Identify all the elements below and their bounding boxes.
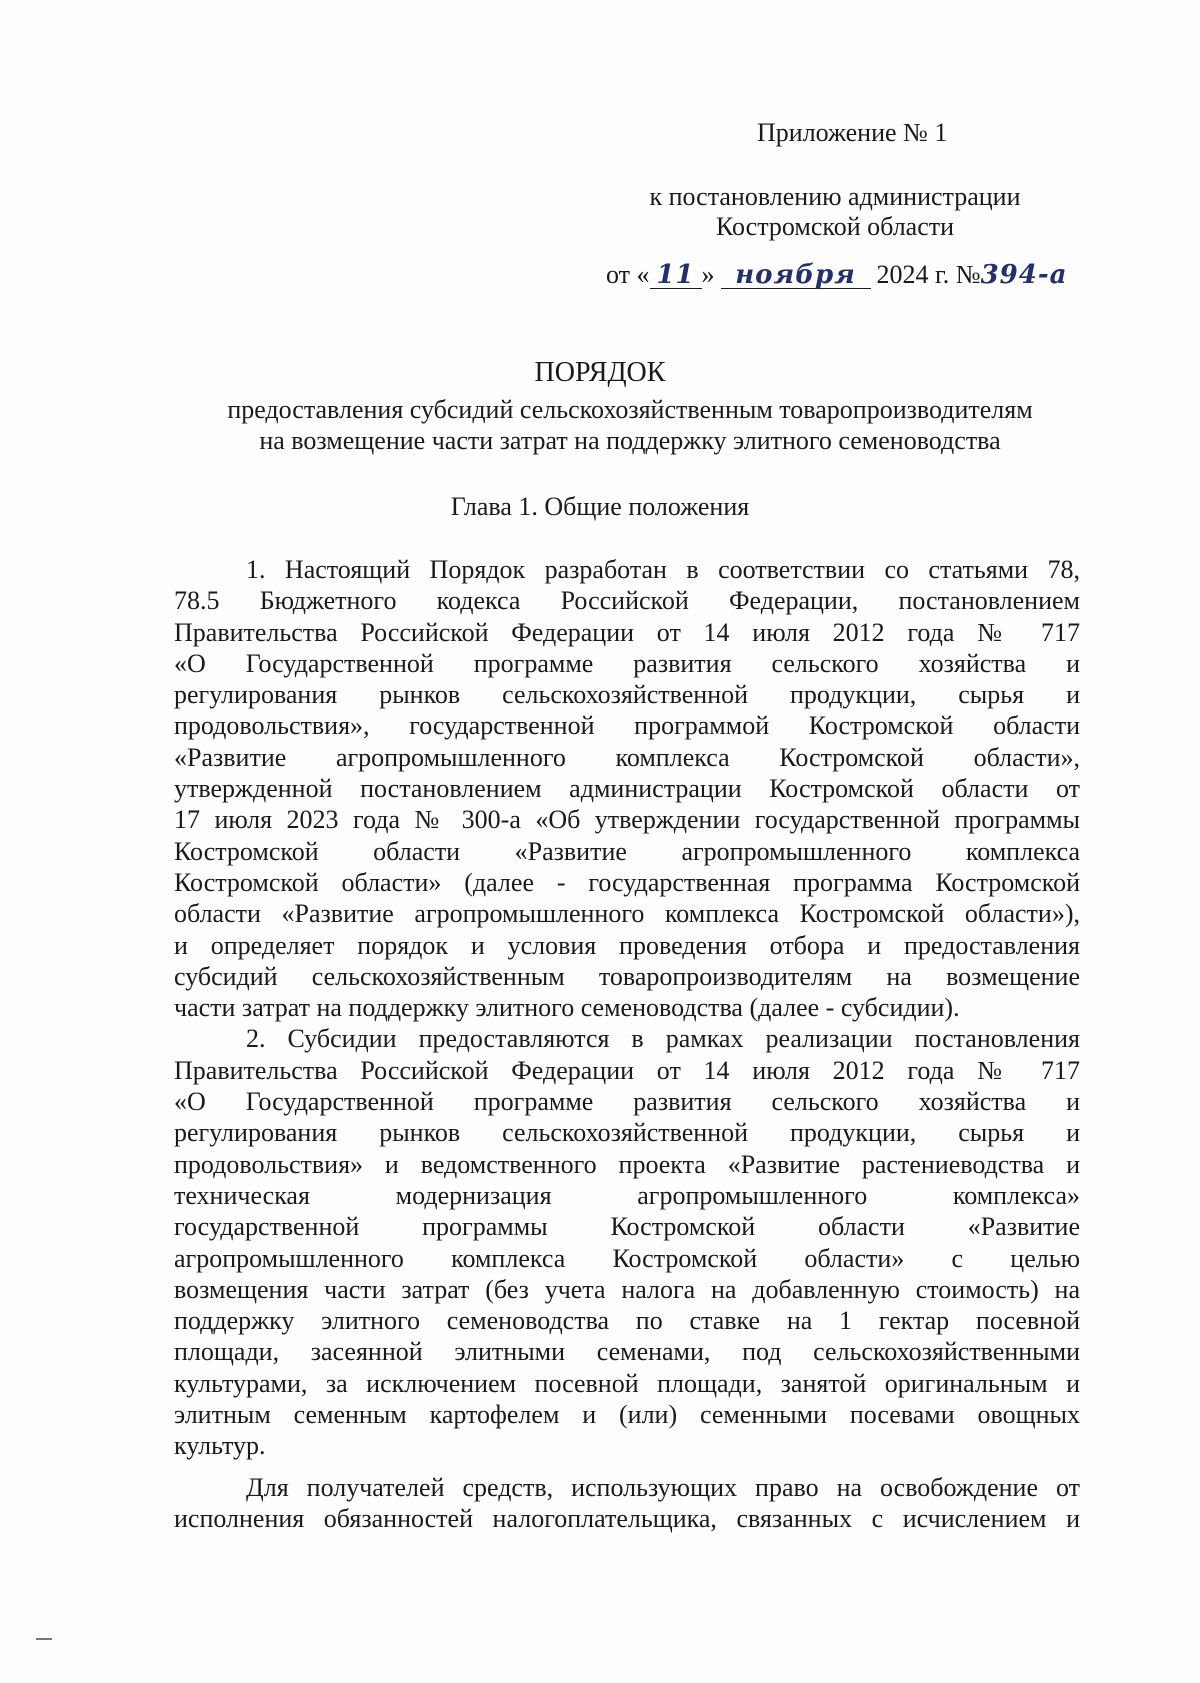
text-line: «Развитие агропромышленного комплекса Костромской области», <box>174 742 1080 772</box>
handwritten-day: 11 <box>650 262 702 289</box>
text-line: Костромской области» (далее - государственная программа Костромской <box>174 867 1080 897</box>
text-line: продовольствия» и ведомственного проекта «Развитие растениеводства и <box>174 1149 1080 1179</box>
text-line: техническая модернизация агропромышленного комплекса» <box>174 1180 1080 1210</box>
text-line: и определяет порядок и условия проведения отбора и предоставления <box>174 930 1080 960</box>
text-line: утвержденной постановлением администрации Костромской области от <box>174 774 1080 804</box>
date-prefix: от « <box>606 260 650 289</box>
text-line: регулирования рынков сельскохозяйственной продукции, сырья и <box>174 680 1080 710</box>
paragraph-1 <box>174 554 1080 1023</box>
paragraph-2 <box>174 1023 1080 1461</box>
decree-reference-line: Костромской области <box>715 212 955 241</box>
text-line: 78.5 Бюджетного кодекса Российской Федерации, постановлением <box>174 586 1080 616</box>
text-line: 2. Субсидии предоставляются в рамках реализации постановления <box>246 1024 1080 1054</box>
decree-reference <box>600 182 1070 242</box>
paragraph-gap <box>174 1462 1080 1472</box>
text-line: регулирования рынков сельскохозяйственной продукции, сырья и <box>174 1118 1080 1148</box>
document-subtitle <box>170 394 1090 456</box>
text-line: элитным семенным картофелем и (или) семенными посевами овощных <box>174 1400 1080 1430</box>
text-line: поддержку элитного семеноводства по ставке на 1 гектар посевной <box>174 1306 1080 1336</box>
handwritten-decree-number: 394-а <box>980 260 1068 290</box>
chapter-heading: Глава 1. Общие положения <box>450 492 750 521</box>
subtitle-line: предоставления субсидий сельскохозяйственным товаропроизводителям <box>227 395 1033 424</box>
subtitle-line: на возмещение части затрат на поддержку элитного семеноводства <box>259 426 1001 455</box>
text-line: области «Развитие агропромышленного комплекса Костромской области»), <box>174 899 1080 929</box>
text-line: Для получателей средств, использующих право на освобождение от <box>246 1472 1080 1502</box>
text-line: исполнения обязанностей налогоплательщика, связанных с исчислением и <box>174 1503 1080 1533</box>
text-line: продовольствия», государственной программой Костромской области <box>174 711 1080 741</box>
date-year-number-label: 2024 г. № <box>876 260 981 289</box>
text-line: возмещения части затрат (без учета налога на добавленную стоимость) на <box>174 1274 1080 1304</box>
text-line: Правительства Российской Федерации от 14 июля 2012 года № 717 <box>174 617 1080 647</box>
text-line: «О Государственной программе развития сельского хозяйства и <box>174 648 1080 678</box>
scan-margin-mark <box>36 1638 52 1640</box>
document-title: ПОРЯДОК <box>534 357 666 388</box>
text-line: государственной программы Костромской области «Развитие <box>174 1212 1080 1242</box>
date-close-quote: » <box>701 260 715 289</box>
text-line: культур. <box>174 1431 266 1461</box>
decree-date-line <box>606 258 1091 292</box>
paragraph-3 <box>174 1472 1080 1535</box>
handwritten-month: ноября <box>721 262 871 289</box>
text-line: Правительства Российской Федерации от 14 июля 2012 года № 717 <box>174 1055 1080 1085</box>
text-line: части затрат на поддержку элитного семеноводства (далее - субсидии). <box>174 993 960 1023</box>
text-line: 17 июля 2023 года № 300-а «Об утверждении государственной программы <box>174 805 1080 835</box>
text-line: культурами, за исключением посевной площади, занятой оригинальным и <box>174 1368 1080 1398</box>
document-body <box>174 554 1080 1534</box>
text-line: площади, засеянной элитными семенами, под сельскохозяйственными <box>174 1337 1080 1367</box>
text-line: агропромышленного комплекса Костромской области» с целью <box>174 1243 1080 1273</box>
decree-reference-line: к постановлению администрации <box>649 182 1021 211</box>
text-line: субсидий сельскохозяйственным товаропроизводителям на возмещение <box>174 961 1080 991</box>
appendix-label: Приложение № 1 <box>757 118 948 147</box>
text-line: Костромской области «Развитие агропромышленного комплекса <box>174 836 1080 866</box>
text-line: «О Государственной программе развития сельского хозяйства и <box>174 1087 1080 1117</box>
text-line: 1. Настоящий Порядок разработан в соответствии со статьями 78, <box>246 555 1080 584</box>
